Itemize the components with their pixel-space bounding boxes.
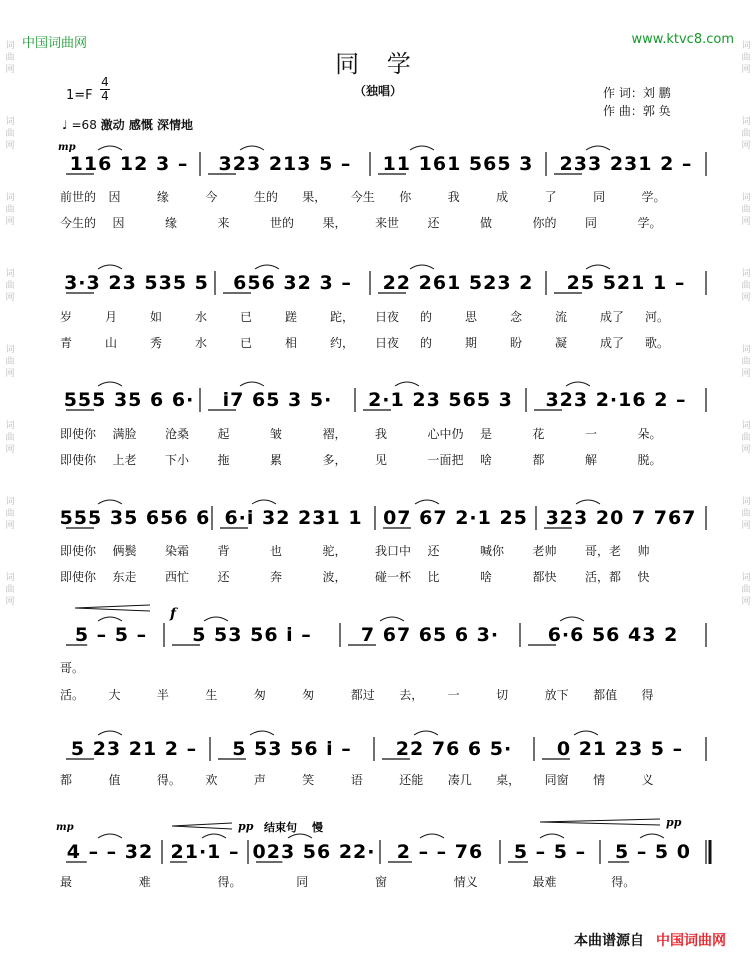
- slur-arc: [640, 834, 664, 838]
- key-signature: 1=F: [66, 88, 93, 103]
- slur-arc: [98, 265, 122, 269]
- dynamic-pp: pp: [238, 820, 254, 833]
- lyric-word: 山: [105, 336, 118, 350]
- watermark-char: 曲: [741, 53, 751, 63]
- lyric-word: 我: [447, 190, 460, 204]
- lyric-word: 啥: [480, 570, 493, 584]
- lyric-word: 同: [296, 875, 309, 889]
- lyric-word: 前世的: [60, 190, 97, 204]
- lyric-word: 心中仍: [427, 427, 464, 441]
- watermark-char: 曲: [5, 281, 15, 291]
- lyric-word: 沧桑: [165, 427, 190, 441]
- watermark-char: 词: [741, 193, 751, 203]
- watermark-char: 曲: [741, 281, 751, 291]
- lyric-word: 思: [465, 310, 478, 324]
- measure-notes: 555 35 6 6·: [63, 389, 195, 411]
- lyric-word: 驼，: [322, 544, 347, 558]
- lyric-word: 期: [465, 336, 478, 350]
- lyric-word: 同: [593, 190, 606, 204]
- lyric-word: 盼: [510, 336, 523, 350]
- lyric-word: 下小: [165, 453, 190, 467]
- lyric-word: 见: [375, 453, 388, 467]
- lyric-word: 还: [217, 570, 230, 584]
- lyric-word: 青: [60, 336, 73, 350]
- lyric-word: 凝: [555, 336, 568, 350]
- dynamic-pp: pp: [666, 816, 682, 829]
- slur-arc: [410, 265, 434, 269]
- measure-notes: 21·1 –: [170, 841, 240, 863]
- slur-arc: [420, 834, 444, 838]
- lyric-word: 即使你: [60, 453, 97, 467]
- measure-notes: 3·3 23 535 5: [64, 272, 209, 294]
- lyric-word: 匆: [302, 688, 315, 702]
- lyric-word: 生: [205, 688, 218, 702]
- watermark-char: 网: [741, 65, 751, 75]
- measure-notes: 07 67 2·1 25: [383, 507, 528, 529]
- measure-notes: 023 56 22·: [252, 841, 376, 863]
- lyric-word: 岁: [60, 310, 73, 324]
- lyric-word: 啥: [480, 453, 493, 467]
- lyric-word: 已: [240, 336, 253, 350]
- slur-arc: [586, 146, 610, 150]
- lyric-word: 来: [217, 216, 230, 230]
- watermark-char: 词: [5, 345, 15, 355]
- lyric-word: 约，: [330, 336, 355, 350]
- lyric-word: 你: [399, 190, 412, 204]
- watermark-char: 曲: [741, 433, 751, 443]
- lyric-word: 碰一杯: [375, 570, 412, 584]
- lyric-word: 如: [150, 310, 163, 324]
- lyric-word: 歌。: [645, 336, 670, 350]
- lyric-word: 都值: [593, 688, 618, 702]
- lyric-word: 花: [532, 427, 545, 441]
- measure-notes: 5 53 56 i –: [192, 624, 312, 646]
- lyric-word: 还能: [399, 773, 424, 787]
- watermark-char: 曲: [741, 129, 751, 139]
- lyric-word: 染霜: [165, 544, 190, 558]
- measure-notes: 555 35 656 6: [59, 507, 211, 529]
- watermark-char: 曲: [741, 509, 751, 519]
- tempo-marking: [62, 116, 193, 133]
- slur-arc: [240, 382, 264, 386]
- lyric-word: 放下: [544, 688, 569, 702]
- lyric-word: 做: [480, 216, 493, 230]
- lyric-word: 得。: [217, 875, 242, 889]
- watermark-text: [3, 40, 17, 608]
- site-name-left[interactable]: 中国词曲网: [22, 36, 88, 51]
- watermark-char: 词: [5, 497, 15, 507]
- watermark-char: 网: [741, 597, 751, 607]
- lyric-word: 半: [156, 688, 169, 702]
- slur-arc: [98, 500, 122, 504]
- watermark-char: 词: [741, 573, 751, 583]
- watermark-char: 曲: [5, 129, 15, 139]
- lyric-word: 去，: [399, 688, 424, 702]
- lyric-word: 脱。: [637, 453, 662, 467]
- lyric-word: 还: [427, 216, 440, 230]
- lyric-word: 东走: [112, 570, 137, 584]
- lyric-word: 来世: [375, 216, 400, 230]
- measure-notes: 7 67 65 6 3·: [360, 624, 500, 646]
- slur-arc: [98, 382, 122, 386]
- dynamic-f: f: [170, 606, 177, 622]
- measure-notes: 4 – – 32: [66, 841, 154, 863]
- slur-arc: [414, 731, 438, 735]
- lyric-word: 也: [270, 544, 283, 558]
- slur-arc: [252, 500, 276, 504]
- measure-notes: 5 – 5 0: [614, 841, 692, 863]
- measure-notes: 2·1 23 565 3: [368, 389, 513, 411]
- lyric-word: 同: [585, 216, 598, 230]
- slur-arc: [566, 382, 590, 386]
- slur-arc: [576, 500, 600, 504]
- watermark-char: 词: [5, 269, 15, 279]
- lyric-word: 我口中: [375, 544, 412, 558]
- lyric-word: 欢: [205, 773, 218, 787]
- slur-arc: [250, 731, 274, 735]
- watermark-char: 词: [741, 41, 751, 51]
- lyric-word: 活。: [60, 688, 85, 702]
- lyric-word: 值: [108, 773, 121, 787]
- lyric-word: 都快: [532, 570, 557, 584]
- quarter-note-icon: ♩: [62, 118, 68, 132]
- lyric-word: 一: [585, 427, 598, 441]
- lyric-word: 笑: [302, 773, 315, 787]
- lyric-word: 都过: [350, 688, 375, 702]
- watermark-char: 网: [5, 65, 15, 75]
- watermark-char: 网: [5, 293, 15, 303]
- lyric-word: 一: [447, 688, 460, 702]
- lyric-word: 即使你: [60, 544, 97, 558]
- lyric-word: 的: [420, 310, 433, 324]
- lyric-word: 学。: [637, 216, 662, 230]
- lyric-word: 即使你: [60, 570, 97, 584]
- measure-notes: 22 261 523 2: [382, 272, 534, 294]
- lyric-word: 缘: [156, 190, 169, 204]
- dynamic-mp: mp: [56, 822, 74, 833]
- watermark-char: 曲: [5, 509, 15, 519]
- watermark-right: [739, 40, 753, 648]
- watermark-char: 词: [741, 497, 751, 507]
- lyric-word: 语: [350, 773, 363, 787]
- watermark-char: 词: [741, 117, 751, 127]
- watermark-char: 词: [5, 117, 15, 127]
- lyric-word: 最: [60, 875, 73, 889]
- watermark-char: 网: [741, 293, 751, 303]
- lyric-word: 得。: [156, 773, 181, 787]
- lyric-word: 一面把: [427, 453, 464, 467]
- song-subtitle: （独唱）: [353, 84, 402, 98]
- lyric-word: 已: [240, 310, 253, 324]
- watermark-char: 网: [5, 521, 15, 531]
- measure-notes: 656 32 3 –: [233, 272, 352, 294]
- watermark-char: 网: [5, 597, 15, 607]
- tempo-value: =68: [71, 118, 97, 132]
- lyric-word: 月: [105, 310, 118, 324]
- lyric-word: 缘: [165, 216, 178, 230]
- lyric-word: 是: [480, 427, 493, 441]
- lyric-word: 义: [641, 773, 654, 787]
- lyric-word: 多，: [322, 453, 347, 467]
- dynamic-mp: mp: [58, 142, 76, 153]
- watermark-char: 词: [741, 421, 751, 431]
- lyric-word: 喊你: [480, 544, 505, 558]
- lyric-word: 了: [544, 190, 557, 204]
- lyric-word: 相: [285, 336, 298, 350]
- slur-arc: [415, 500, 439, 504]
- watermark-char: 网: [741, 369, 751, 379]
- watermark-char: 曲: [741, 205, 751, 215]
- watermark-char: 曲: [741, 357, 751, 367]
- crescendo-hairpin: [172, 823, 232, 829]
- lyric-word: 日夜: [375, 336, 400, 350]
- composer-credit: 作 曲：郭 奂: [603, 104, 671, 118]
- lyric-word: 褶，: [322, 427, 347, 441]
- lyric-word: 切: [496, 688, 509, 702]
- lyric-word: 得。: [611, 875, 636, 889]
- lyric-word: 难: [138, 875, 151, 889]
- watermark-char: 网: [741, 521, 751, 531]
- watermark-char: 曲: [5, 585, 15, 595]
- lyricist-credit: 作 词：刘 鹏: [603, 86, 671, 100]
- watermark-left: [3, 40, 17, 648]
- lyric-word: 起: [217, 427, 230, 441]
- slur-arc: [560, 617, 584, 621]
- lyric-word: 都: [532, 453, 545, 467]
- lyric-word: 日夜: [375, 310, 400, 324]
- expression-text: 激动 感慨 深情地: [100, 118, 194, 132]
- lyric-word: 果，: [322, 216, 347, 230]
- watermark-char: 词: [5, 573, 15, 583]
- slow-marking: 慢: [312, 821, 323, 834]
- measure-notes: i7 65 3 5·: [222, 389, 333, 411]
- lyric-word: 上老: [112, 453, 137, 467]
- footer-source: [574, 930, 726, 950]
- measure-notes: 116 12 3 –: [69, 153, 189, 175]
- measure-notes: 22 76 6 5·: [395, 738, 513, 760]
- measure-notes: 2 – – 76: [396, 841, 484, 863]
- watermark-char: 词: [741, 345, 751, 355]
- lyric-word: 成: [496, 190, 509, 204]
- lyric-word: 同窗: [544, 773, 569, 787]
- lyric-word: 活，都: [585, 570, 622, 584]
- lyric-word: 念: [510, 310, 523, 324]
- lyric-word: 学。: [641, 190, 666, 204]
- watermark-char: 网: [741, 445, 751, 455]
- lyric-word: 俩鬓: [112, 544, 137, 558]
- lyric-word: 解: [585, 453, 598, 467]
- end-phrase-label: 结束句: [264, 821, 297, 834]
- slur-arc: [98, 617, 122, 621]
- lyric-word: 奔: [270, 570, 283, 584]
- slur-arc: [204, 617, 228, 621]
- lyric-word: 世的: [270, 216, 295, 230]
- lyric-word: 情: [593, 773, 606, 787]
- measure-notes: 5 – 5 –: [513, 841, 587, 863]
- watermark-char: 曲: [5, 433, 15, 443]
- measure-notes: 5 23 21 2 –: [70, 738, 198, 760]
- lyric-word: 成了: [600, 310, 625, 324]
- time-signature: [100, 76, 110, 103]
- measure-notes: 0 21 23 5 –: [556, 738, 684, 760]
- measure-notes: 5 – 5 –: [74, 624, 148, 646]
- slur-arc: [410, 146, 434, 150]
- lyric-word: 的: [420, 336, 433, 350]
- lyric-word: 河。: [645, 310, 670, 324]
- lyric-word: 拖: [217, 453, 230, 467]
- slur-arc: [395, 382, 419, 386]
- lyric-word: 快: [637, 570, 650, 584]
- lyric-word: 西忙: [165, 570, 190, 584]
- lyric-word: 朵。: [637, 427, 662, 441]
- lyric-word: 即使你: [60, 427, 97, 441]
- lyric-word: 声: [253, 773, 266, 787]
- measure-notes: 233 231 2 –: [559, 153, 693, 175]
- lyric-word: 帅: [637, 544, 650, 558]
- watermark-char: 网: [5, 445, 15, 455]
- lyric-word: 秀: [150, 336, 163, 350]
- watermark-char: 词: [5, 421, 15, 431]
- lyric-word: 成了: [600, 336, 625, 350]
- lyric-word: 果，: [302, 190, 327, 204]
- lyric-word: 窗: [375, 875, 388, 889]
- site-url-right[interactable]: www.ktvc8.com: [631, 32, 734, 47]
- lyric-word: 今生的: [60, 216, 97, 230]
- slur-arc: [540, 834, 564, 838]
- lyric-word: 跎，: [330, 310, 355, 324]
- lyric-word: 还: [427, 544, 440, 558]
- slur-arc: [240, 146, 264, 150]
- footer-label: 本曲谱源自: [574, 933, 644, 949]
- lyric-word: 你的: [532, 216, 557, 230]
- watermark-char: 网: [5, 369, 15, 379]
- crescendo-hairpin: [75, 605, 150, 611]
- lyric-word: 匆: [253, 688, 266, 702]
- lyric-word: 哥。: [60, 661, 85, 675]
- watermark-text: [739, 40, 753, 608]
- lyric-word: 满脸: [112, 427, 137, 441]
- watermark-char: 网: [5, 141, 15, 151]
- measure-notes: 323 20 7 767: [545, 507, 697, 529]
- lyric-word: 因: [108, 190, 121, 204]
- watermark-char: 曲: [5, 205, 15, 215]
- time-sig-bottom: 4: [101, 89, 109, 103]
- lyric-word: 蹉: [285, 310, 298, 324]
- lyric-word: 因: [112, 216, 125, 230]
- lyric-word: 桌，: [496, 773, 521, 787]
- decrescendo-hairpin: [540, 819, 660, 825]
- watermark-char: 曲: [5, 53, 15, 63]
- slur-arc: [255, 265, 279, 269]
- watermark-char: 网: [741, 217, 751, 227]
- slur-arc: [98, 834, 122, 838]
- measure-notes: 6·6 56 43 2: [547, 624, 679, 646]
- watermark-char: 词: [5, 41, 15, 51]
- slur-arc: [98, 146, 122, 150]
- slur-arc: [574, 731, 598, 735]
- watermark-char: 曲: [5, 357, 15, 367]
- watermark-char: 词: [741, 269, 751, 279]
- watermark-char: 网: [741, 141, 751, 151]
- slur-arc: [98, 731, 122, 735]
- watermark-char: 网: [5, 217, 15, 227]
- lyric-word: 凑几: [447, 773, 472, 787]
- slur-arc: [586, 265, 610, 269]
- lyric-word: 哥，老: [585, 544, 622, 558]
- lyric-word: 流: [555, 310, 568, 324]
- lyric-word: 今: [205, 190, 218, 204]
- measure-notes: 25 521 1 –: [566, 272, 686, 294]
- lyric-word: 情义: [453, 875, 478, 889]
- lyric-word: 背: [217, 544, 230, 558]
- lyric-word: 水: [195, 310, 208, 324]
- watermark-char: 曲: [741, 585, 751, 595]
- measure-notes: 323 213 5 –: [218, 153, 352, 175]
- lyric-word: 老帅: [532, 544, 557, 558]
- lyric-word: 比: [427, 570, 440, 584]
- measure-notes: 6·i 32 231 1: [224, 507, 363, 529]
- time-sig-top: 4: [101, 75, 109, 89]
- footer-site[interactable]: 中国词曲网: [656, 933, 726, 949]
- lyric-word: 水: [195, 336, 208, 350]
- lyric-word: 累: [270, 453, 283, 467]
- watermark-char: 词: [5, 193, 15, 203]
- measure-notes: 323 2·16 2 –: [545, 389, 687, 411]
- lyric-word: 得: [641, 688, 654, 702]
- song-title: 同 学: [335, 50, 421, 78]
- measure-notes: 11 161 565 3: [382, 153, 534, 175]
- measure-notes: 5 53 56 i –: [232, 738, 352, 760]
- lyric-word: 波，: [322, 570, 347, 584]
- slur-arc: [202, 834, 226, 838]
- lyric-word: 大: [108, 688, 121, 702]
- lyric-word: 生的: [253, 190, 278, 204]
- lyric-word: 都: [60, 773, 73, 787]
- slur-arc: [288, 834, 312, 838]
- lyric-word: 我: [375, 427, 388, 441]
- lyric-word: 皱: [270, 427, 283, 441]
- lyric-word: 最难: [532, 875, 557, 889]
- lyric-word: 今生: [350, 190, 375, 204]
- slur-arc: [380, 617, 404, 621]
